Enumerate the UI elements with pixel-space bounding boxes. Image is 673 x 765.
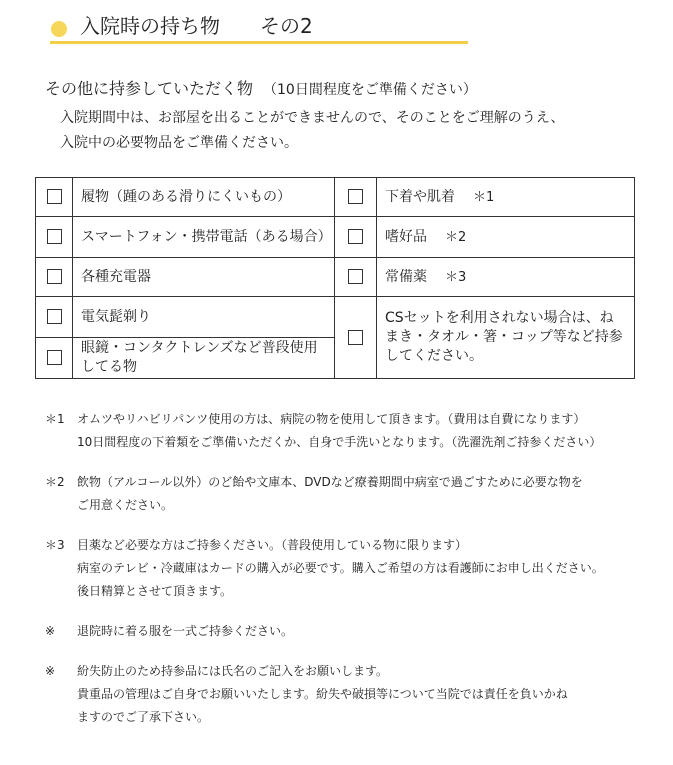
note-line: 退院時に着る服を一式ご持参ください。 xyxy=(77,624,294,638)
checklist-row xyxy=(36,258,635,297)
item-label-favorites xyxy=(377,217,635,258)
note-mark: ※ xyxy=(45,664,56,678)
note-line: オムツやリハビリパンツ使用の方は、病院の物を使用して頂きます。（費用は自費になります） xyxy=(77,412,586,426)
item-label-footwear: 履物（踵のある滑りにくいもの） xyxy=(73,178,335,217)
title-underline xyxy=(50,41,468,44)
checkbox-footwear[interactable] xyxy=(47,189,62,204)
checkbox-cell xyxy=(335,258,377,297)
note-body xyxy=(77,620,655,643)
checklist-row xyxy=(36,217,635,258)
section-heading xyxy=(45,78,477,101)
checkbox-cs-set[interactable] xyxy=(348,330,363,345)
checklist-table xyxy=(35,177,635,379)
note-line: ますのでご了承下さい。 xyxy=(77,710,210,724)
footnote-ref: ＊2 xyxy=(445,229,467,245)
note-item xyxy=(45,660,655,729)
item-label-favorites-text: 嗜好品 xyxy=(385,228,427,245)
note-line: 目薬など必要な方はご持参ください。（普段使用している物に限ります） xyxy=(77,538,468,552)
note-body xyxy=(77,660,655,729)
checkbox-cell xyxy=(335,178,377,217)
note-line: 飲物（アルコール以外）のど飴や文庫本、DVDなど療養期間中病室で過ごすために必要な物を xyxy=(77,475,583,489)
checkbox-cell xyxy=(36,178,73,217)
item-label-medicine-text: 常備薬 xyxy=(385,268,427,285)
intro-line: 入院中の必要物品をご準備ください。 xyxy=(60,135,298,151)
checkbox-chargers[interactable] xyxy=(47,269,62,284)
checkbox-underwear[interactable] xyxy=(348,189,363,204)
item-label-glasses: 眼鏡・コンタクトレンズなど普段使用してる物 xyxy=(73,338,335,379)
note-line: 後日精算とさせて頂きます。 xyxy=(77,584,233,598)
note-line: 貴重品の管理はご自身でお願いいたします。紛失や破損等について当院では責任を負いかね xyxy=(77,687,568,701)
notes-section xyxy=(45,408,655,746)
note-mark: ＊1 xyxy=(45,412,65,426)
note-mark: ＊2 xyxy=(45,475,65,489)
checkbox-cell xyxy=(36,338,73,379)
intro-text xyxy=(60,106,650,156)
footnote-ref: ＊3 xyxy=(445,269,467,285)
note-body xyxy=(77,408,655,454)
section-heading-note: （10日間程度をご準備ください） xyxy=(263,82,477,98)
note-line: ご用意ください。 xyxy=(77,498,174,512)
item-label-underwear xyxy=(377,178,635,217)
section-heading-text: その他に持参していただく物 xyxy=(45,79,254,98)
yellow-circle-icon xyxy=(51,21,67,37)
note-line: 紛失防止のため持参品には氏名のご記入をお願いします。 xyxy=(77,664,389,678)
page-title: 入院時の持ち物 その2 xyxy=(80,14,313,38)
checkbox-cell xyxy=(335,217,377,258)
intro-line: 入院期間中は、お部屋を出ることができませんので、そのことをご理解のうえ、 xyxy=(60,110,565,126)
checkbox-cell xyxy=(335,297,377,379)
checkbox-phone[interactable] xyxy=(47,229,62,244)
note-item xyxy=(45,408,655,454)
note-item xyxy=(45,534,655,603)
note-body xyxy=(77,534,655,603)
checkbox-cell xyxy=(36,258,73,297)
note-mark: ＊3 xyxy=(45,538,65,552)
item-label-chargers: 各種充電器 xyxy=(73,258,335,297)
note-line: 病室のテレビ・冷蔵庫はカードの購入が必要です。購入ご希望の方は看護師にお申し出ください。 xyxy=(77,561,604,575)
page-header xyxy=(50,8,468,44)
note-body xyxy=(77,471,655,517)
checklist-row xyxy=(36,178,635,217)
item-label-phone: スマートフォン・携帯電話（ある場合） xyxy=(73,217,335,258)
checklist-row xyxy=(36,297,635,338)
item-label-shaver: 電気髭剃り xyxy=(73,297,335,338)
checkbox-cell xyxy=(36,217,73,258)
checkbox-favorites[interactable] xyxy=(348,229,363,244)
item-label-cs-set: CSセットを利用されない場合は、ねまき・タオル・箸・コップ等など持参してください。 xyxy=(377,297,635,379)
checkbox-shaver[interactable] xyxy=(47,309,62,324)
item-label-medicine xyxy=(377,258,635,297)
item-label-underwear-text: 下着や肌着 xyxy=(385,188,455,205)
note-mark: ※ xyxy=(45,624,56,638)
note-item xyxy=(45,620,655,643)
footnote-ref: ＊1 xyxy=(473,189,495,205)
checkbox-medicine[interactable] xyxy=(348,269,363,284)
checkbox-cell xyxy=(36,297,73,338)
note-line: 10日間程度の下着類をご準備いただくか、自身で手洗いとなります。（洗濯洗剤ご持参ください） xyxy=(77,435,602,449)
checkbox-glasses[interactable] xyxy=(47,350,62,365)
note-item xyxy=(45,471,655,517)
